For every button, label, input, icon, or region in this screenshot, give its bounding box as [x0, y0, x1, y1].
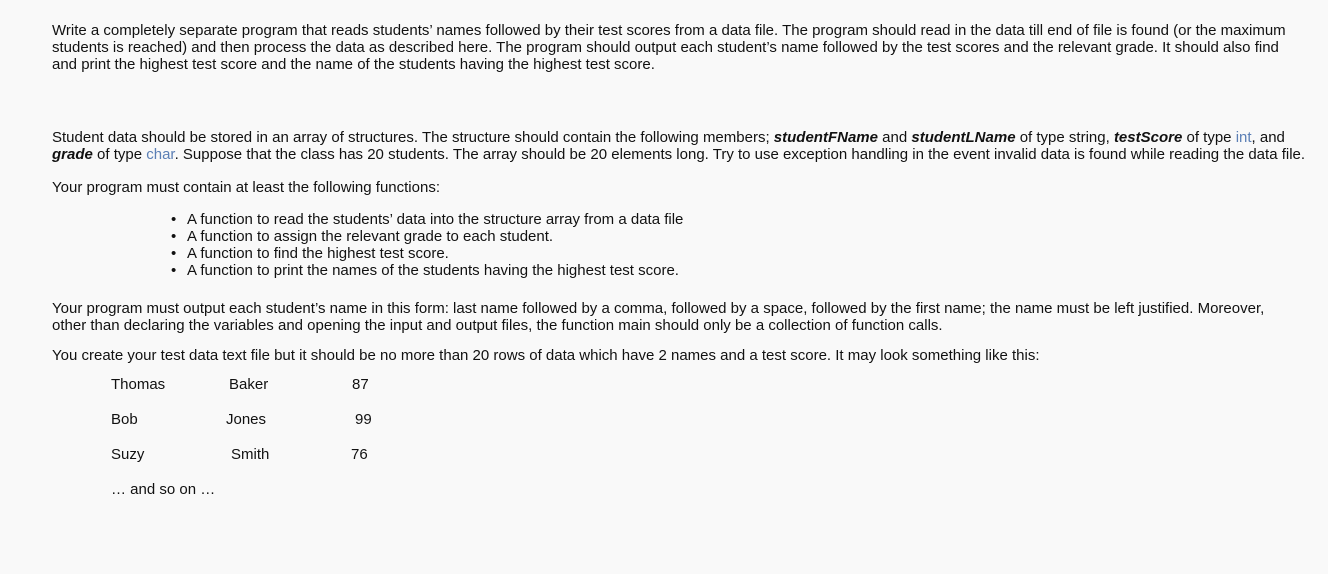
first-name-cell: Suzy: [111, 446, 145, 463]
score-cell: 76: [351, 446, 368, 463]
text-span: . Suppose that the class has 20 students. The array should be 20 elements long. Try to use exception handling in the event invalid data is found while reading the data file.: [174, 146, 1306, 163]
and-so-on-text: … and so on …: [111, 481, 216, 498]
member-studentlname: studentLName: [911, 129, 1016, 146]
output-format-paragraph: Your program must output each student’s name in this form: last name followed by a comma, followed by a space, followed by the first name; the name must be left justified. Moreover, other than declaring the variables and opening the input and output files, the function main should only be a collection of function calls.: [52, 300, 1265, 334]
text-span: of type string,: [1015, 129, 1114, 146]
list-item: [171, 211, 1308, 228]
last-name-cell: Smith: [231, 446, 270, 463]
list-item: [171, 262, 1308, 279]
table-row: [111, 446, 1308, 481]
list-item: [171, 245, 1308, 262]
text-span: and: [877, 129, 912, 146]
function-list: [52, 211, 1308, 279]
bullet-icon: •: [171, 262, 177, 279]
member-grade: grade: [52, 146, 93, 163]
text-span: of type: [92, 146, 147, 163]
text-span: Student data should be stored in an array of structures. The structure should contain the following members;: [52, 129, 774, 146]
test-data-paragraph: You create your test data text file but it should be no more than 20 rows of data which have 2 names and a test score. It may look something like this:: [52, 347, 1040, 364]
type-int-keyword: int: [1235, 129, 1252, 146]
structure-paragraph: [52, 129, 1314, 163]
list-item-text: A function to print the names of the students having the highest test score.: [187, 262, 679, 279]
list-item-text: A function to find the highest test score.: [187, 245, 449, 262]
last-name-cell: Jones: [226, 411, 267, 428]
functions-intro: Your program must contain at least the following functions:: [52, 179, 440, 196]
bullet-icon: •: [171, 245, 177, 262]
list-item: [171, 228, 1308, 245]
bullet-icon: •: [171, 211, 177, 228]
member-studentfname: studentFName: [773, 129, 878, 146]
first-name-cell: Thomas: [111, 376, 166, 393]
bullet-icon: •: [171, 228, 177, 245]
text-span: of type: [1182, 129, 1236, 146]
list-item-text: A function to read the students’ data into the structure array from a data file: [187, 211, 684, 228]
text-span: , and: [1251, 129, 1285, 146]
first-name-cell: Bob: [111, 411, 138, 428]
table-row: [111, 376, 1308, 411]
intro-paragraph: Write a completely separate program that reads students’ names followed by their test scores from a data file. The program should read in the data till end of file is found (or the maximum students is reached) and then process the data as described here. The program should output each student’s name followed by the test scores and the relevant grade. It should also find and print the highest test score and the name of the students having the highest test score.: [52, 22, 1286, 73]
score-cell: 99: [355, 411, 372, 428]
member-testscore: testScore: [1113, 129, 1183, 146]
type-char-keyword: char: [146, 146, 175, 163]
last-name-cell: Baker: [229, 376, 269, 393]
list-item-text: A function to assign the relevant grade to each student.: [187, 228, 554, 245]
score-cell: 87: [352, 376, 369, 393]
sample-data-table: [111, 376, 1308, 498]
table-row: [111, 411, 1308, 446]
